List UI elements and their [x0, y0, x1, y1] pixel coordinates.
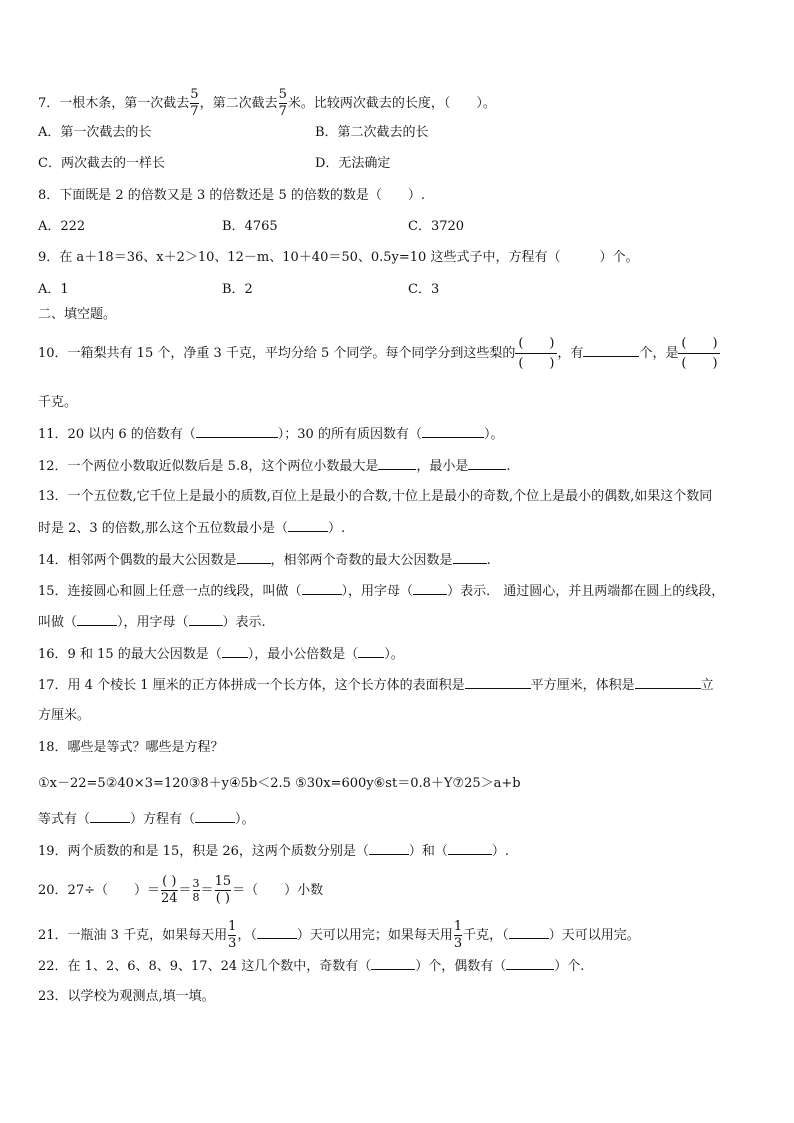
answer-blank[interactable] — [509, 926, 549, 939]
question-11: 11．20 以内 6 的倍数有（ ）；30 的所有质因数有（ ）。 — [38, 427, 504, 442]
answer-blank[interactable] — [77, 613, 117, 626]
answer-blank[interactable] — [468, 457, 506, 470]
question-13: 13．一个五位数,它千位上是最小的质数,百位上是最小的合数,十位上是最小的奇数,个位上是最小的偶数,如果这个数同 — [38, 489, 713, 504]
question-10: 10．一箱梨共有 15 个，净重 3 千克，平均分给 5 个同学。每个同学分到这些梨的 ( ) ( ) ，有 个，是 ( ) ( ) — [38, 336, 720, 371]
q8-option-c: C．3720 — [408, 219, 465, 234]
answer-blank[interactable] — [189, 613, 223, 626]
question-16: 16．9 和 15 的最大公因数是（ ），最小公倍数是（ ）。 — [38, 647, 404, 662]
q9-option-c: C．3 — [408, 282, 440, 297]
question-19: 19．两个质数的和是 15，积是 26，这两个质数分别是（ ）和（ ）. — [38, 844, 510, 859]
question-14: 14．相邻两个偶数的最大公因数是 ，相邻两个奇数的最大公因数是 . — [38, 553, 491, 568]
question-17-line-2: 方厘米。 — [38, 708, 91, 723]
fraction-5-7: $\frac{5}{7}$ — [190, 87, 199, 119]
question-18: 18．哪些是等式？哪些是方程？ — [38, 740, 224, 755]
answer-blank[interactable] — [196, 425, 278, 438]
fraction-15-blank: $\frac{15}{( )}$ — [214, 874, 232, 906]
q7-option-a: A．第一次截去的长 — [38, 125, 152, 140]
answer-blank[interactable] — [422, 425, 484, 438]
q7-option-b: B．第二次截去的长 — [315, 125, 429, 140]
answer-blank[interactable] — [453, 551, 487, 564]
answer-blank[interactable] — [465, 676, 531, 689]
answer-blank[interactable] — [358, 645, 384, 658]
answer-blank[interactable] — [369, 842, 409, 855]
question-15: 15．连接圆心和圆上任意一点的线段，叫做（ ），用字母（ ）表示． 通过圆心，并且两端都在圆上的线段， — [38, 584, 725, 599]
question-17: 17．用 4 个棱长 1 厘米的正方体拼成一个长方体，这个长方体的表面积是 平方厘米，体积是 立 — [38, 678, 714, 693]
answer-blank[interactable] — [222, 645, 248, 658]
fraction-5-7-second: $\frac{5}{7}$ — [278, 87, 287, 119]
question-13-line-2: 时是 2、3 的倍数,那么这个五位数最小是（ ）. — [38, 521, 346, 536]
section-heading-fill-blank: 二、填空题。 — [38, 307, 117, 322]
q9-option-b: B．2 — [222, 282, 253, 297]
question-10-continuation: 千克。 — [38, 395, 78, 410]
fraction-1-3-kg: $\frac{1}{3}$ — [453, 919, 463, 951]
question-21: 21．一瓶油 3 千克，如果每天用 $\frac{1}{3}$ ，（ ）天可以用完；如果每天用 $\frac{1}{3}$ 千克，（ ）天可以用完。 — [38, 919, 640, 951]
q7-option-c: C．两次截去的一样长 — [38, 156, 165, 171]
answer-blank[interactable] — [413, 582, 447, 595]
q8-option-b: B．4765 — [222, 219, 278, 234]
answer-blank[interactable] — [378, 457, 416, 470]
q9-option-a: A．1 — [38, 282, 69, 297]
fraction-3-8: $\frac{3}{8}$ — [192, 877, 200, 904]
question-12: 12．一个两位小数取近似数后是 5.8，这个两位小数最大是 ，最小是 . — [38, 459, 511, 474]
answer-blank[interactable] — [635, 676, 701, 689]
fraction-1-3: $\frac{1}{3}$ — [228, 919, 237, 951]
question-20: 20．27÷（ ）＝ $\frac{( )}{24}$ ＝ $\frac{3}{8}$ ＝ $\frac{15}{( )}$ ＝（ ）小数 — [38, 874, 324, 906]
question-18-expressions: ①x－22=5②40×3=120③8＋y④5b＜2.5 ⑤30x=600y⑥st＝0.8＋Y⑦25＞a+b — [38, 776, 521, 791]
blank-fraction-kg: ( ) ( ) — [678, 336, 720, 371]
question-22: 22．在 1、2、6、8、9、17、24 这几个数中，奇数有（ ）个，偶数有（ ）个. — [38, 959, 585, 974]
answer-blank[interactable] — [583, 344, 639, 357]
answer-blank[interactable] — [288, 519, 328, 532]
answer-blank[interactable] — [448, 842, 492, 855]
q8-option-a: A．222 — [38, 219, 86, 234]
blank-fraction: ( ) ( ) — [515, 336, 557, 371]
question-8: 8．下面既是 2 的倍数又是 3 的倍数还是 5 的倍数的数是（ ）. — [38, 188, 426, 203]
answer-blank[interactable] — [195, 810, 235, 823]
question-15-line-2: 叫做（ ），用字母（ ）表示. — [38, 615, 266, 630]
answer-blank[interactable] — [371, 957, 415, 970]
answer-blank[interactable] — [237, 551, 271, 564]
question-23: 23．以学校为观测点,填一填。 — [38, 989, 215, 1004]
question-18-answer: 等式有（ ）方程有（ ）。 — [38, 812, 255, 827]
question-9: 9．在 a＋18＝36、x＋2＞10、12－m、10＋40＝50、0.5y=10 这些式子中，方程有（ ）个。 — [38, 250, 639, 265]
answer-blank[interactable] — [506, 957, 554, 970]
q7-option-d: D．无法确定 — [315, 156, 391, 171]
answer-blank[interactable] — [90, 810, 130, 823]
answer-blank[interactable] — [257, 926, 297, 939]
question-7: 7．一根木条，第一次截去 $\frac{5}{7}$ ，第二次截去 $\frac{5}{7}$ 米。比较两次截去的长度，（ ）。 — [38, 87, 496, 119]
fraction-blank-24: $\frac{( )}{24}$ — [160, 874, 178, 906]
answer-blank[interactable] — [302, 582, 342, 595]
